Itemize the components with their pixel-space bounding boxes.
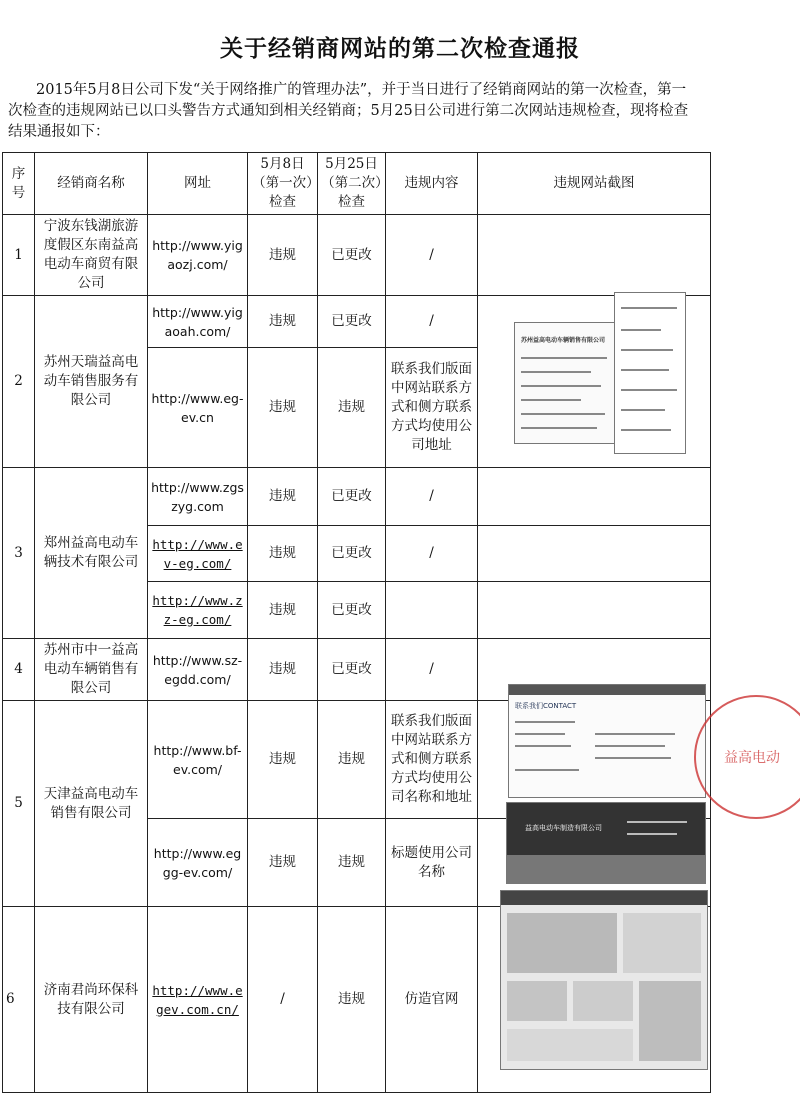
row-no: 5 bbox=[3, 701, 35, 907]
check1-result: 违规 bbox=[248, 348, 318, 468]
violation-content: / bbox=[386, 468, 478, 526]
check1-result: 违规 bbox=[248, 582, 318, 639]
header-url: 网址 bbox=[148, 153, 248, 215]
check2-result: 违规 bbox=[318, 701, 386, 819]
check1-result: 违规 bbox=[248, 819, 318, 907]
table-row bbox=[3, 468, 711, 526]
check1-result: 违规 bbox=[248, 215, 318, 296]
check1-result: 违规 bbox=[248, 639, 318, 701]
website-url[interactable]: http://www.zgszyg.com bbox=[148, 468, 248, 526]
screenshot-caption: 联系我们CONTACT bbox=[515, 702, 577, 710]
check2-result: 违规 bbox=[318, 348, 386, 468]
table-row bbox=[3, 215, 711, 296]
website-url[interactable]: http://www.zz-eg.com/ bbox=[148, 582, 248, 639]
website-url[interactable]: http://www.eg-ev.cn bbox=[148, 348, 248, 468]
screenshot-image bbox=[506, 802, 706, 884]
violation-content: 仿造官网 bbox=[386, 907, 478, 1093]
website-url[interactable]: http://www.egev.com.cn/ bbox=[148, 907, 248, 1093]
website-url[interactable]: http://www.bf-ev.com/ bbox=[148, 701, 248, 819]
check1-result: 违规 bbox=[248, 701, 318, 819]
check2-result: 已更改 bbox=[318, 639, 386, 701]
violation-content: / bbox=[386, 526, 478, 582]
dealer-name: 宁波东钱湖旅游度假区东南益高电动车商贸有限公司 bbox=[35, 215, 148, 296]
violation-content: 联系我们版面中网站联系方式和侧方联系方式均使用公司名称和地址 bbox=[386, 701, 478, 819]
intro-paragraph: 2015年5月8日公司下发“关于网络推广的管理办法”，并于当日进行了经销商网站的第一次检查，第一次检查的违规网站已以口头警告方式通知到相关经销商；5月25日公司进行第二次网站违规检查，现将检查结果通报如下： bbox=[8, 82, 689, 140]
screenshot-caption: 苏州益高电动车辆销售有限公司 bbox=[521, 337, 606, 344]
website-url[interactable]: http://www.yigaozj.com/ bbox=[148, 215, 248, 296]
header-check2: 5月25日（第二次）检查 bbox=[318, 153, 386, 215]
row-no: 1 bbox=[3, 215, 35, 296]
row-no: 4 bbox=[3, 639, 35, 701]
screenshot-image bbox=[614, 292, 686, 454]
row-no: 6 bbox=[3, 907, 35, 1093]
row-no: 2 bbox=[3, 296, 35, 468]
violation-content: 标题使用公司名称 bbox=[386, 819, 478, 907]
screenshot-image bbox=[500, 890, 708, 1070]
violation-content bbox=[386, 582, 478, 639]
header-dealer: 经销商名称 bbox=[35, 153, 148, 215]
dealer-name: 苏州市中一益高电动车辆销售有限公司 bbox=[35, 639, 148, 701]
violation-content: 联系我们版面中网站联系方式和侧方联系方式均使用公司地址 bbox=[386, 348, 478, 468]
row-no: 3 bbox=[3, 468, 35, 639]
check2-result: 违规 bbox=[318, 907, 386, 1093]
check1-result: 违规 bbox=[248, 526, 318, 582]
screenshot-cell bbox=[478, 582, 711, 639]
screenshot-image bbox=[508, 684, 706, 798]
check2-result: 已更改 bbox=[318, 468, 386, 526]
check2-result: 已更改 bbox=[318, 582, 386, 639]
header-content: 违规内容 bbox=[386, 153, 478, 215]
violation-content: / bbox=[386, 639, 478, 701]
header-screenshot: 违规网站截图 bbox=[478, 153, 711, 215]
website-url[interactable]: http://www.ev-eg.com/ bbox=[148, 526, 248, 582]
screenshot-cell bbox=[478, 468, 711, 526]
page-title: 关于经销商网站的第二次检查通报 bbox=[220, 35, 580, 62]
table-header-row bbox=[3, 153, 711, 215]
check2-result: 已更改 bbox=[318, 526, 386, 582]
screenshot-caption: 益高电动车制造有限公司 bbox=[525, 824, 602, 832]
check1-result: 违规 bbox=[248, 296, 318, 348]
website-url[interactable]: http://www.yigaoah.com/ bbox=[148, 296, 248, 348]
header-check1: 5月8日（第一次）检查 bbox=[248, 153, 318, 215]
dealer-name: 苏州天瑞益高电动车销售服务有限公司 bbox=[35, 296, 148, 468]
check2-result: 已更改 bbox=[318, 215, 386, 296]
check2-result: 违规 bbox=[318, 819, 386, 907]
check2-result: 已更改 bbox=[318, 296, 386, 348]
violation-content: / bbox=[386, 215, 478, 296]
screenshot-image bbox=[514, 322, 616, 444]
screenshot-cell bbox=[478, 215, 711, 296]
dealer-name: 郑州益高电动车辆技术有限公司 bbox=[35, 468, 148, 639]
header-no: 序号 bbox=[3, 153, 35, 215]
check1-result: / bbox=[248, 907, 318, 1093]
violation-content: / bbox=[386, 296, 478, 348]
stamp-text: 益高电动 bbox=[724, 750, 780, 766]
dealer-name: 天津益高电动车销售有限公司 bbox=[35, 701, 148, 907]
screenshot-cell bbox=[478, 526, 711, 582]
website-url[interactable]: http://www.sz-egdd.com/ bbox=[148, 639, 248, 701]
dealer-name: 济南君尚环保科技有限公司 bbox=[35, 907, 148, 1093]
check1-result: 违规 bbox=[248, 468, 318, 526]
website-url[interactable]: http://www.eggg-ev.com/ bbox=[148, 819, 248, 907]
